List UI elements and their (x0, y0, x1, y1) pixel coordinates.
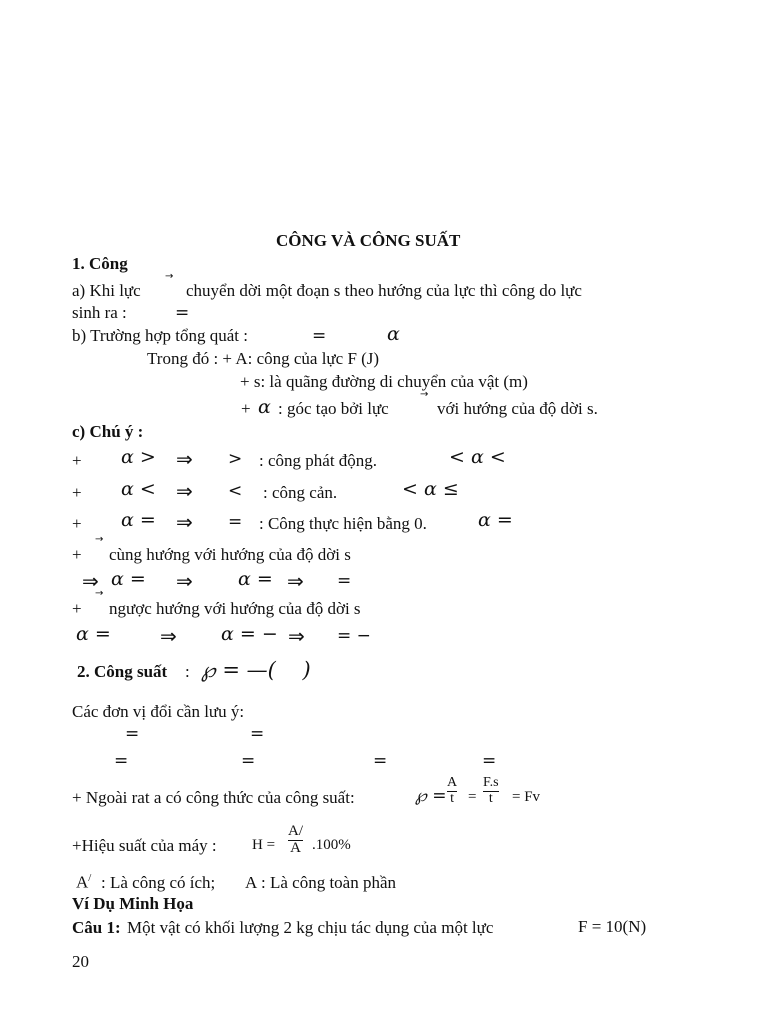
equals-sign: = (175, 303, 190, 323)
section-heading-work: 1. Công (72, 254, 128, 273)
alpha-eq: α = (121, 509, 156, 531)
useful-work-symbol: A/ (76, 872, 92, 892)
note-same-direction: cùng hướng với hướng của độ dời s (109, 545, 351, 564)
implies-arrow-icon: ⇒ (176, 569, 193, 593)
plus-sign: + (72, 483, 82, 502)
vector-arrow-icon: → (420, 389, 429, 400)
alpha-eq: α = (76, 623, 111, 645)
question-text: Một vật có khối lượng 2 kg chịu tác dụng của một lực (127, 918, 494, 937)
plus-sign: + (72, 514, 82, 533)
s-definition: + s: là quãng đường di chuyển của vật (m) (240, 372, 528, 391)
equals-minus: = − (337, 626, 371, 646)
alpha-eq: α = (238, 568, 273, 590)
vector-arrow-icon: → (95, 588, 104, 599)
alpha-symbol: α (387, 323, 400, 345)
page-number: 20 (72, 952, 89, 971)
plus-sign: + (72, 599, 82, 618)
efficiency-H: H = (252, 837, 276, 853)
fv-term: = Fv (512, 789, 541, 805)
alpha-plus: + (241, 399, 251, 418)
percent-term: .100% (312, 837, 351, 853)
implies-arrow-icon: ⇒ (287, 569, 304, 593)
equals-sign: = (337, 571, 352, 591)
plus-sign: + (72, 451, 82, 470)
alpha-gt: α > (121, 446, 156, 468)
implies-arrow-icon: ⇒ (176, 510, 193, 534)
vector-arrow-icon: → (95, 534, 104, 545)
implies-arrow-icon: ⇒ (288, 624, 305, 648)
equals-sign: = (468, 789, 477, 805)
note-opposite-direction: ngược hướng với hướng của độ dời s (109, 599, 361, 618)
implies-arrow-icon: ⇒ (82, 569, 99, 593)
alpha-range: < α < (449, 446, 506, 468)
example-heading: Ví Dụ Minh Họa (72, 894, 194, 913)
plus-sign: + (72, 545, 82, 564)
where-line: Trong đó : + A: công của lực F (J) (147, 349, 380, 368)
alpha-eq-minus: α = − (221, 623, 278, 645)
numerator: A/ (288, 823, 304, 839)
total-work-symbol: A (245, 873, 258, 892)
power-formula: ℘ = —( ) (201, 658, 311, 682)
fraction-Aprime-over-A (288, 824, 303, 857)
numerator: A (447, 775, 458, 790)
alpha-eq: α = (111, 568, 146, 590)
fraction-A-over-t (447, 776, 457, 806)
implies-arrow-icon: ⇒ (176, 447, 193, 471)
equals-sign: = (312, 326, 327, 346)
alpha-definition-end: với hướng của độ dời s. (437, 399, 598, 418)
fraction-Fs-over-t (483, 776, 499, 806)
total-work-label: : Là công toàn phần (261, 873, 397, 892)
equals-sign: = (228, 512, 243, 532)
a-prime-letter: A (288, 823, 299, 839)
denominator: t (450, 790, 454, 806)
note-zero: : Công thực hiện bằng 0. (259, 514, 427, 533)
equals-sign: = (482, 751, 497, 771)
numerator: F.s (483, 775, 499, 790)
vector-arrow-icon: → (165, 271, 174, 282)
section-heading-power: 2. Công suất (77, 662, 168, 681)
denominator: A (290, 839, 301, 856)
question-force: F = 10(N) (578, 917, 647, 936)
line-a-cont: chuyển dời một đoạn s theo hướng của lực thì công do lực (186, 281, 582, 300)
line-b: b) Trường hợp tổng quát : (72, 326, 248, 345)
alpha-definition: : góc tạo bởi lực (278, 399, 389, 418)
efficiency-text: +Hiệu suất của máy : (72, 836, 217, 855)
gt-sign: > (228, 449, 243, 469)
alpha-eq: α = (478, 509, 513, 531)
equals-sign: = (241, 751, 256, 771)
page-title: CÔNG VÀ CÔNG SUẤT (276, 231, 461, 250)
power-symbol: ℘ = (415, 786, 447, 806)
line-a-start: a) Khi lực (72, 281, 141, 300)
implies-arrow-icon: ⇒ (160, 624, 177, 648)
units-intro: Các đơn vị đổi cần lưu ý: (72, 702, 245, 721)
alpha-lt: α < (121, 478, 156, 500)
a-prime-letter: A (76, 872, 89, 892)
implies-arrow-icon: ⇒ (176, 479, 193, 503)
denominator: t (488, 790, 493, 806)
equals-sign: = (125, 724, 140, 744)
equals-sign: = (114, 751, 129, 771)
line-a-second: sinh ra : (72, 303, 127, 322)
alpha-symbol: α (258, 396, 271, 418)
note-resisting: : công cản. (263, 483, 338, 502)
equals-sign: = (250, 724, 265, 744)
useful-work-label: : Là công có ích; (101, 873, 216, 892)
question-label: Câu 1: (72, 918, 121, 937)
lt-sign: < (228, 481, 243, 501)
alpha-range: < α ≤ (402, 478, 459, 500)
other-formula-text: + Ngoài rat a có công thức của công suất: (72, 788, 355, 807)
section-colon: : (185, 662, 190, 681)
notes-heading: c) Chú ý : (72, 422, 144, 441)
equals-sign: = (373, 751, 388, 771)
note-driving: : công phát động. (259, 451, 378, 470)
